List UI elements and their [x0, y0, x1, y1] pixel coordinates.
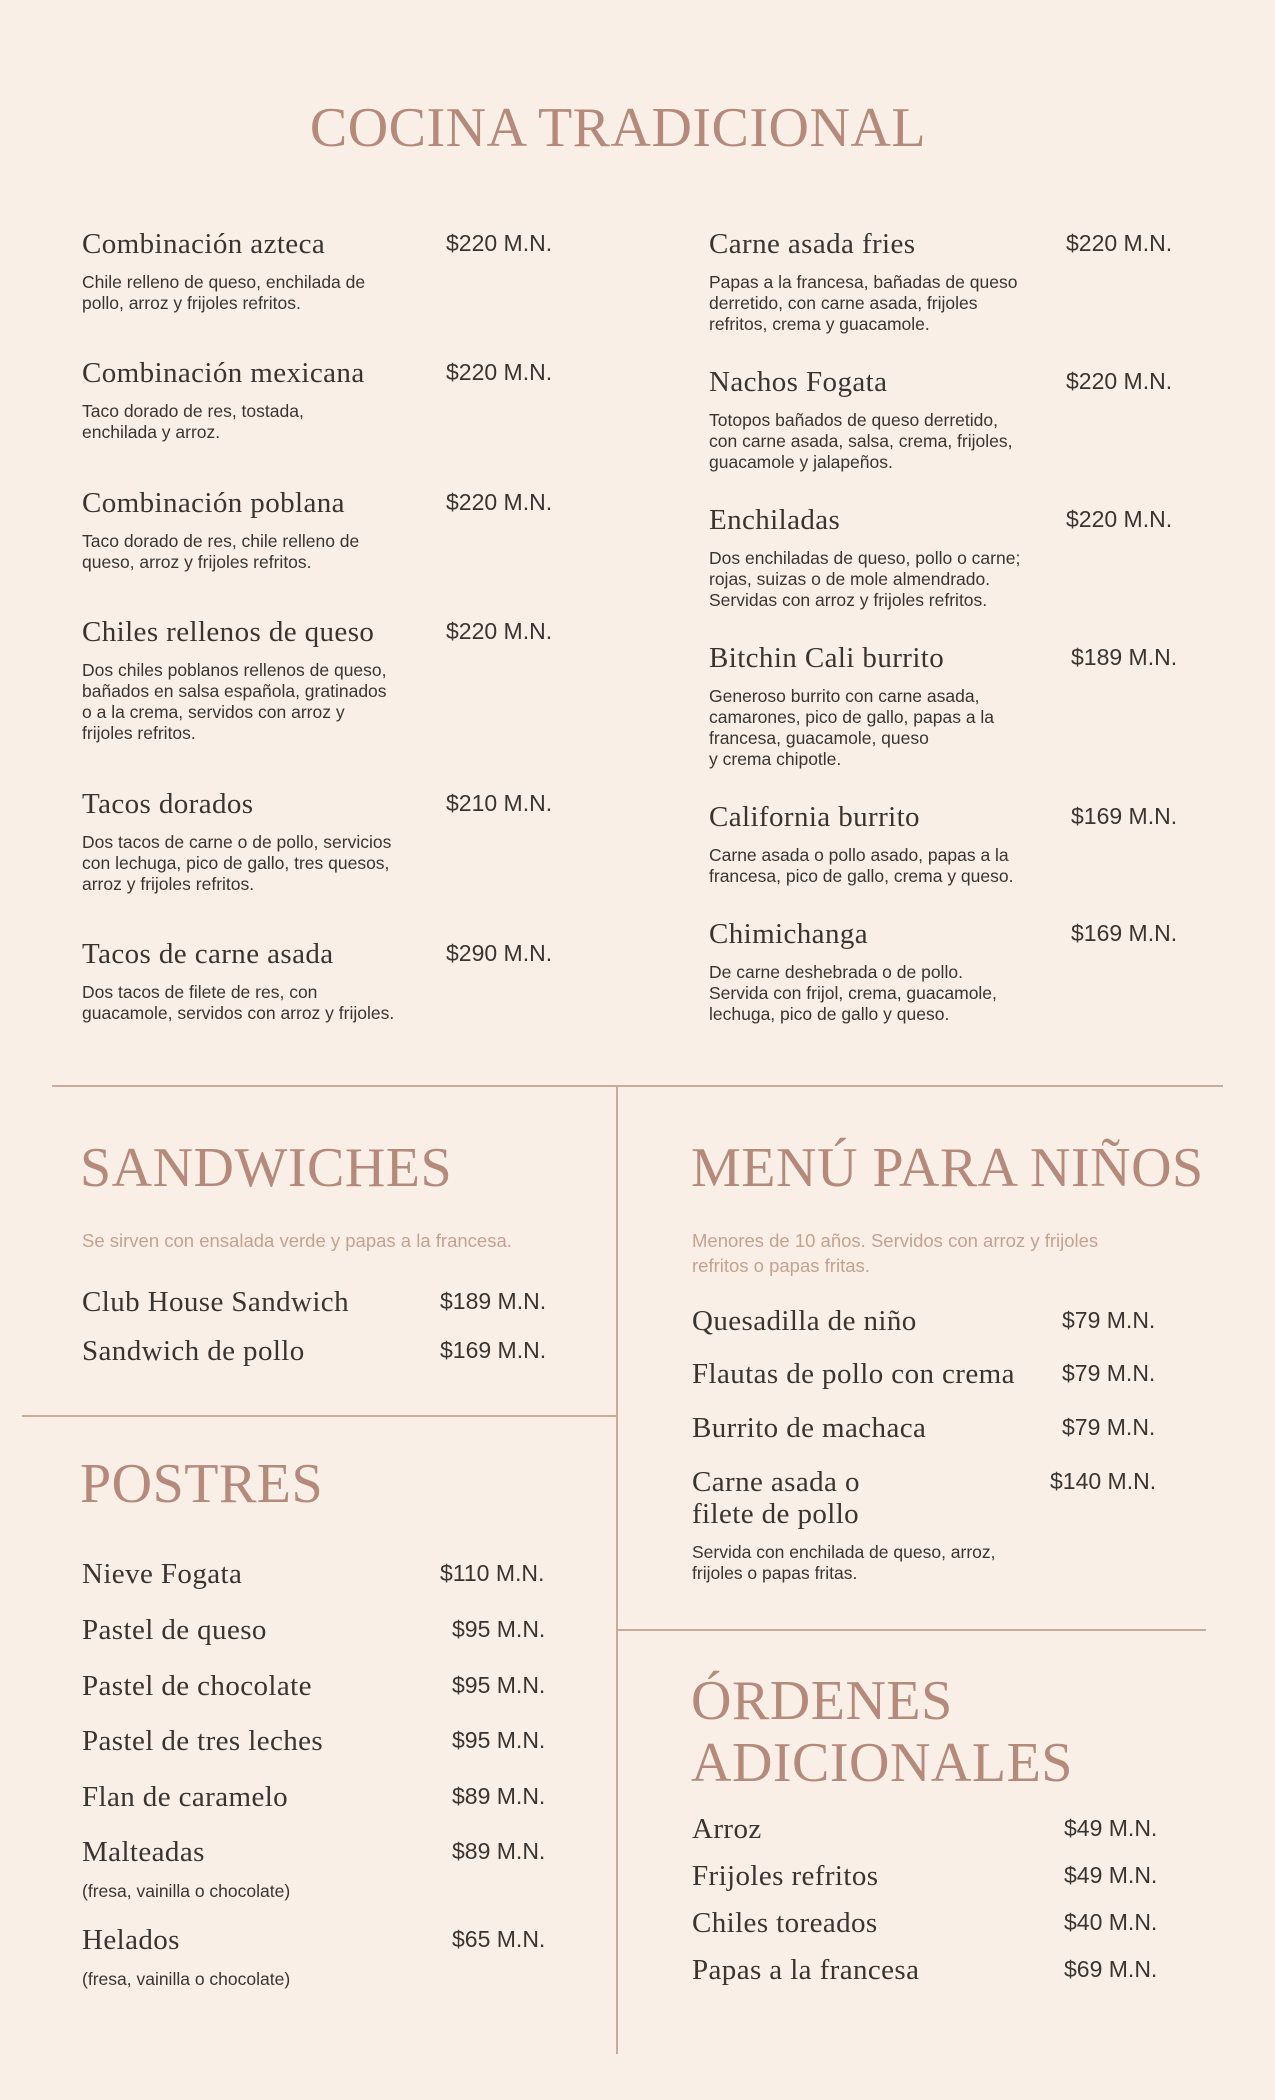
item-description: Dos enchiladas de queso, pollo o carne; rojas, suizas o de mole almendrado. Servidas con arroz y frijoles refritos. — [709, 548, 1021, 610]
adicionales-title: ÓRDENES ADICIONALES — [691, 1670, 1073, 1794]
item-name: Arroz — [692, 1813, 762, 1845]
sandwiches-note: Se sirven con ensalada verde y papas a la francesa. — [82, 1230, 512, 1251]
ninos-note: Menores de 10 años. Servidos con arroz y frijoles refritos o papas fritas. — [692, 1230, 1099, 1276]
item-description: Taco dorado de res, chile relleno de queso, arroz y frijoles refritos. — [82, 531, 360, 572]
item-price: $95 M.N. — [452, 1672, 546, 1698]
ninos-title: MENÚ PARA NIÑOS — [691, 1137, 1204, 1199]
item-name: Burrito de machaca — [692, 1412, 927, 1444]
item-price: $89 M.N. — [452, 1838, 546, 1864]
item-price: $290 M.N. — [446, 940, 553, 966]
item-description: Dos tacos de carne o de pollo, servicios con lechuga, pico de gallo, tres quesos, arroz y frijoles refritos. — [82, 832, 392, 894]
item-price: $220 M.N. — [446, 618, 553, 644]
item-description: Chile relleno de queso, enchilada de pollo, arroz y frijoles refritos. — [82, 272, 366, 313]
cocina-title: COCINA TRADICIONAL — [309, 97, 927, 159]
item-description: Dos tacos de filete de res, con guacamole, servidos con arroz y frijoles. — [82, 982, 395, 1023]
item-name: Tacos dorados — [82, 788, 254, 820]
item-name: Helados — [82, 1924, 180, 1956]
divider-horizontal-top — [52, 1085, 1223, 1087]
item-note: (fresa, vainilla o chocolate) — [82, 1969, 291, 1989]
item-name: Combinación poblana — [82, 487, 345, 519]
item-price: $95 M.N. — [452, 1727, 546, 1753]
item-name: Carne asada o filete de pollo — [692, 1466, 860, 1530]
item-price: $79 M.N. — [1062, 1307, 1156, 1333]
item-name: Combinación mexicana — [82, 357, 365, 389]
item-name: Pastel de queso — [82, 1614, 267, 1646]
item-description: Servida con enchilada de queso, arroz, frijoles o papas fritas. — [692, 1542, 996, 1583]
item-description: Generoso burrito con carne asada, camarones, pico de gallo, papas a la francesa, guacamole, queso y crema chipotle. — [709, 686, 995, 769]
item-price: $49 M.N. — [1064, 1815, 1158, 1841]
item-name: Quesadilla de niño — [692, 1305, 917, 1337]
item-name: Chiles toreados — [692, 1907, 878, 1939]
item-name: Papas a la francesa — [692, 1954, 920, 1986]
item-price: $210 M.N. — [446, 790, 553, 816]
item-description: Papas a la francesa, bañadas de queso derretido, con carne asada, frijoles refritos, crema y guacamole. — [709, 272, 1018, 334]
item-price: $220 M.N. — [446, 359, 553, 385]
item-description: Totopos bañados de queso derretido, con carne asada, salsa, crema, frijoles, guacamole y jalapeños. — [709, 410, 1013, 472]
item-name: California burrito — [709, 801, 920, 833]
item-name: Tacos de carne asada — [82, 938, 334, 970]
postres-title: POSTRES — [80, 1453, 324, 1515]
item-price: $79 M.N. — [1062, 1414, 1156, 1440]
item-name: Club House Sandwich — [82, 1286, 349, 1318]
item-note: (fresa, vainilla o chocolate) — [82, 1881, 291, 1901]
item-name: Flan de caramelo — [82, 1781, 289, 1813]
item-price: $95 M.N. — [452, 1616, 546, 1642]
item-description: Carne asada o pollo asado, papas a la francesa, pico de gallo, crema y queso. — [709, 845, 1014, 886]
item-price: $65 M.N. — [452, 1926, 546, 1952]
item-name: Sandwich de pollo — [82, 1335, 305, 1367]
divider-horizontal-right — [617, 1629, 1206, 1631]
item-price: $79 M.N. — [1062, 1360, 1156, 1386]
item-price: $220 M.N. — [446, 230, 553, 256]
item-name: Chimichanga — [709, 918, 869, 950]
item-name: Enchiladas — [709, 504, 841, 536]
item-price: $169 M.N. — [1071, 803, 1178, 829]
item-price: $40 M.N. — [1064, 1909, 1158, 1935]
item-name: Frijoles refritos — [692, 1860, 879, 1892]
item-price: $189 M.N. — [1071, 644, 1178, 670]
divider-horizontal-left — [22, 1415, 617, 1417]
item-price: $169 M.N. — [440, 1337, 547, 1363]
sandwiches-title: SANDWICHES — [80, 1137, 453, 1199]
item-price: $69 M.N. — [1064, 1956, 1158, 1982]
item-price: $220 M.N. — [446, 489, 553, 515]
item-name: Combinación azteca — [82, 228, 326, 260]
item-price: $89 M.N. — [452, 1783, 546, 1809]
item-name: Nieve Fogata — [82, 1558, 243, 1590]
item-name: Pastel de tres leches — [82, 1725, 324, 1757]
item-name: Chiles rellenos de queso — [82, 616, 375, 648]
item-name: Flautas de pollo con crema — [692, 1358, 1015, 1390]
item-name: Carne asada fries — [709, 228, 916, 260]
item-description: De carne deshebrada o de pollo. Servida con frijol, crema, guacamole, lechuga, pico de gallo y queso. — [709, 962, 997, 1024]
item-price: $169 M.N. — [1071, 920, 1178, 946]
item-price: $140 M.N. — [1050, 1468, 1157, 1494]
item-description: Taco dorado de res, tostada, enchilada y arroz. — [82, 401, 304, 442]
item-price: $220 M.N. — [1066, 230, 1173, 256]
item-price: $220 M.N. — [1066, 368, 1173, 394]
item-price: $49 M.N. — [1064, 1862, 1158, 1888]
item-name: Bitchin Cali burrito — [709, 642, 945, 674]
item-price: $189 M.N. — [440, 1288, 547, 1314]
item-price: $110 M.N. — [440, 1560, 545, 1586]
item-name: Malteadas — [82, 1836, 205, 1868]
item-price: $220 M.N. — [1066, 506, 1173, 532]
item-name: Pastel de chocolate — [82, 1670, 312, 1702]
divider-vertical — [616, 1086, 618, 2054]
item-description: Dos chiles poblanos rellenos de queso, bañados en salsa española, gratinados o a la crema, servidos con arroz y frijoles refritos. — [82, 660, 387, 743]
item-name: Nachos Fogata — [709, 366, 888, 398]
